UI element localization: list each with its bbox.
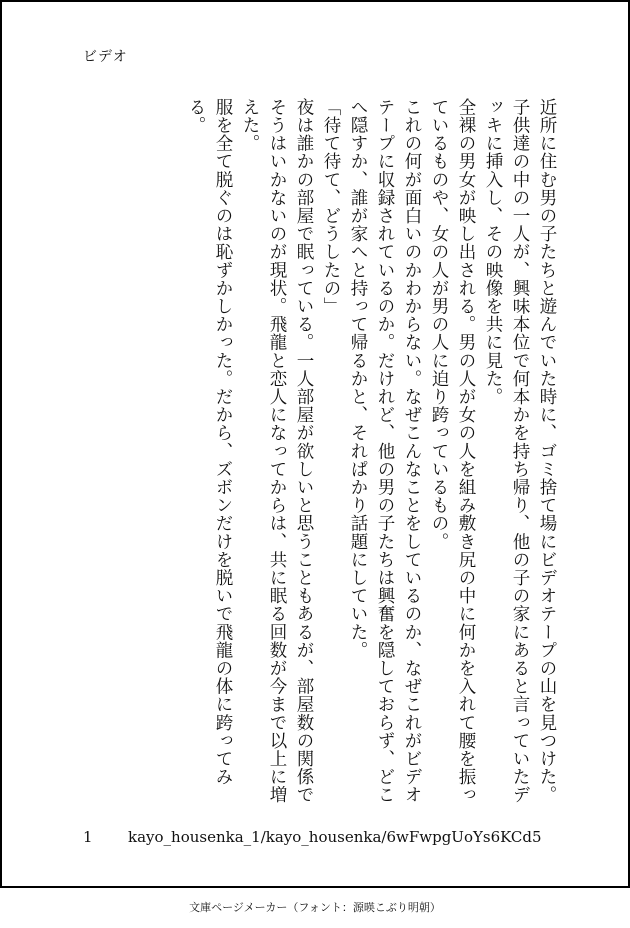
- generator-credit: 文庫ページメーカー（フォント：源暎こぶり明朝）: [189, 901, 441, 914]
- document-id: kayo_housenka_1/kayo_housenka/6wFwpgUoYs6KCd5: [128, 828, 542, 846]
- paragraph: 近所に住む男の子たちと遊んでいた時に、ゴミ捨て場にビデオテープの山を見つけた。子供達の中の一人が、興味本位で何本かを持ち帰り、他の子の家にあると言っていたデッキに挿入し、その映像を共に見た。: [483, 98, 557, 804]
- paragraph: 「待て待て、どうしたの」: [321, 98, 341, 316]
- page-header-title: ビデオ: [83, 49, 128, 65]
- paragraph: 夜は誰かの部屋で眠っている。一人部屋が欲しいと思うこともあるが、部屋数の関係でそうはいかないのが現状。飛龍と恋人になってからは、共に眠る回数が今まで以上に増えた。: [240, 98, 314, 804]
- paragraph: これの何が面白いのかわからない。なぜこんなことをしているのか、なぜこれがビデオテープに収録されているのか。だけれど、他の男の子たちは興奮を隠しておらず、どこへ隠すか、誰が家へと持って帰るかと、それぱかり話題にしていた。: [348, 98, 422, 804]
- vertical-text-body: [74, 98, 560, 810]
- paragraph: 全裸の男女が映し出される。男の人が女の人を組み敷き尻の中に何かを入れて腰を振っているものや、女の人が男の人に迫り跨っているもの。: [429, 98, 476, 804]
- page-number: 1: [83, 828, 93, 846]
- paragraph: 服を全て脱ぐのは恥ずかしかった。だから、ズボンだけを脱いで飛龍の体に跨ってみる。: [186, 98, 233, 786]
